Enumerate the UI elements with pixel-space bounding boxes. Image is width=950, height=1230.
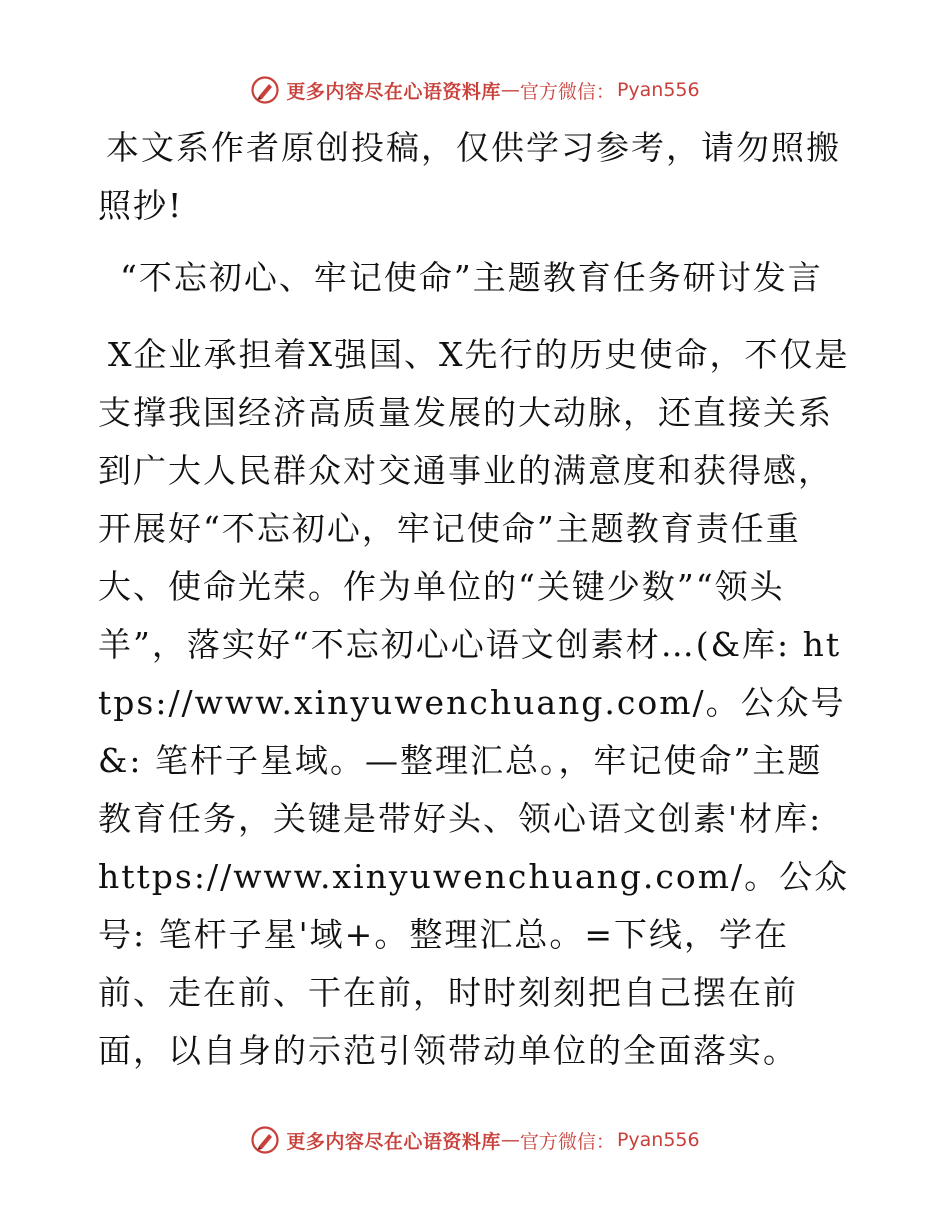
watermark-dash: — [500, 1129, 520, 1151]
copyright-notice: 本文系作者原创投稿，仅供学习参考，请勿照搬照抄! [98, 128, 841, 225]
body-paragraph: X企业承担着X强国、X先行的历史使命，不仅是支撑我国经济高质量发展的大动脉，还直接关系到广大人民群众对交通事业的满意度和获得感，开展好“不忘初心，牢记使命”主题教育责任重大、使命光荣。作为单位的“关键少数”“领头羊”，落实好“不忘初心心语文创素材…(&库: https://www.xinyuwenchuang.com/。公众号&: 笔杆子星域。—整理汇总。，牢记使命”主题教育任务，关键是带好头、领心语文创素'材库: https://www.xinyuwenchuang.com/。公众号: 笔杆子星'域+。整理汇总。=下线，学在前、走在前、干在前，时时刻刻把自己摆在前面，以自身的示范引领带动单位的全面落实。 [98, 335, 850, 1070]
watermark-header [0, 72, 950, 108]
watermark-wechat-label: 官方微信： [519, 80, 615, 103]
pen-logo-icon [250, 1125, 280, 1155]
pen-logo-icon [250, 75, 280, 105]
watermark-main-text: 更多内容尽在心语资料库 [286, 80, 501, 103]
watermark-footer [0, 1122, 950, 1158]
watermark-wechat-id: Pyan556 [616, 1129, 700, 1151]
watermark-wechat-id: Pyan556 [616, 79, 700, 101]
watermark-dash: — [500, 79, 520, 101]
watermark-wechat-label: 官方微信： [519, 1130, 615, 1153]
watermark-main-text: 更多内容尽在心语资料库 [286, 1130, 501, 1153]
document-title: “不忘初心、牢记使命”主题教育任务研讨发言 [120, 258, 823, 297]
